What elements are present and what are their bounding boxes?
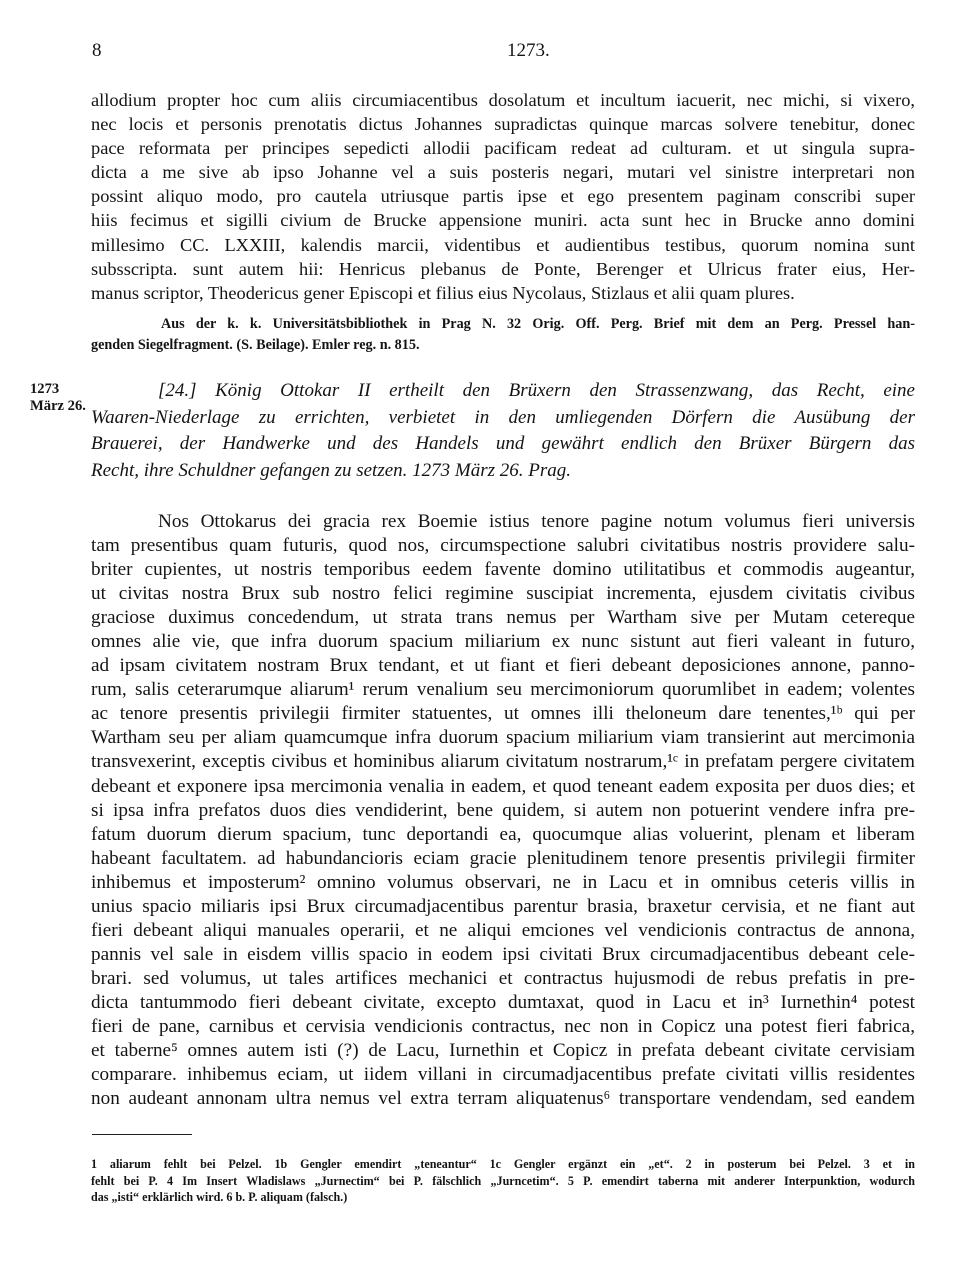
- source-note-line: Aus der k. k. Universitätsbibliothek in Prag N. 32 Orig. Off. Perg. Brief mit dem an Perg. Pressel han-: [161, 316, 915, 332]
- text-line: pace reformata per principes sepedicti allodii pacificam redeat ad culturam. et ut singula supra-: [91, 138, 915, 159]
- text-line: habeant facultatem. ad habundancioris eciam gracie plenitudinem tenore presentis privilegii firmiter: [91, 847, 915, 869]
- footnote-line: 1 aliarum fehlt bei Pelzel. 1b Gengler emendirt „teneantur“ 1c Gengler ergänzt ein „et“. 2 in posterum bei Pelzel. 3 et in: [91, 1157, 915, 1171]
- text-line: omnes alie vie, que infra duorum spacium miliarium ex nunc sistunt aut fieri valeant in futuro,: [91, 631, 915, 653]
- text-line: millesimo CC. LXXIII, kalendis marcii, videntibus et audientibus testibus, quorum nomina sunt: [91, 234, 915, 255]
- text-line: allodium propter hoc cum aliis circumiacentibus dosolatum et incultum iacuerit, nec michi, si vixero,: [91, 90, 915, 110]
- previous-document-text: [91, 88, 915, 305]
- text-line: ad ipsam civitatem nostram Brux tendant, et ut fiant et fieri debeant deposiciones annone, panno-: [91, 655, 915, 677]
- text-line: fieri de pane, carnibus et cervisia vendicionis contractus, nec non in Copicz una potest fieri fabrica,: [91, 1015, 915, 1037]
- text-line: subsscripta. sunt autem hii: Henricus plebanus de Ponte, Berenger et Ulricus frater eius, Her-: [91, 258, 915, 279]
- text-line: graciose duximus concedendum, ut strata trans nemus per Wartham sive per Mutam cetereque: [91, 607, 915, 629]
- text-line: manus scriptor, Theodericus gener Episcopi et filius eius Nycolaus, Stizlaus et alii quam plures.: [91, 282, 795, 303]
- text-line: fatum duorum dierum spacium, tunc deportandi ea, quocumque alias voluerint, plenam et liberam: [91, 823, 915, 845]
- source-note-line: genden Siegelfragment. (S. Beilage). Emler reg. n. 815.: [91, 337, 420, 353]
- text-line: pannis vel sale in eisdem villis spacio in eodem ipsi civitati Brux circumadjacentibus debeant cele-: [91, 943, 915, 965]
- regest-line: [24.] König Ottokar II ertheilt den Brüxern den Strassenzwang, das Recht, eine: [158, 380, 915, 401]
- footnotes: [91, 1156, 915, 1206]
- text-line: transvexerint, exceptis civibus et hominibus aliarum civitatum nostrarum,¹ᶜ in prefatam pergere civitatem: [91, 751, 915, 773]
- text-line: et taberne⁵ omnes autem isti (?) de Lacu, Iurnethin et Copicz in prefata debeant civitate cervisiam: [91, 1040, 915, 1062]
- footnote-line: fehlt bei P. 4 Im Insert Wladislaws „Jurnectim“ bei P. fälschlich „Jurncetim“. 5 P. emendirt taberna mit anderer Interpunktion, wodurch: [91, 1173, 915, 1188]
- text-line: nec locis et personis prenotatis dictus Johannes supradictas quinque marcas solvere tenebitur, donec: [91, 114, 915, 135]
- text-line: fieri debeant aliqui manuales operarii, et ne aliqui emciones vel vendicionis contractus de annona,: [91, 919, 915, 941]
- source-note: [91, 314, 915, 356]
- text-line: si ipsa infra prefatos duos dies vendiderint, bene quidem, si autem non potuerint vendere infra pre-: [91, 799, 915, 821]
- text-line: inhibemus et imposterum² omnino volumus observari, ne in Lacu et in omnibus ceteris villis in: [91, 871, 915, 893]
- footnote-line: das „isti“ erklärlich wird. 6 b. P. aliquam (falsch.): [91, 1190, 348, 1205]
- text-line: dicta tantummodo fieri debeant civitate, excepto dumtaxat, quod in Lacu et in³ Iurnethin⁴ potest: [91, 991, 915, 1013]
- text-line: Wartham seu per aliam quamcumque infra duorum spacium miliarium viam transierint aut mercimonia: [91, 727, 915, 749]
- regest-line: Recht, ihre Schuldner gefangen zu setzen. 1273 März 26. Prag.: [91, 459, 572, 481]
- margin-date-year: 1273: [30, 381, 60, 397]
- text-line: possint aliquo modo, pro cautela utriusque partis ipse et ego presentem paginam conscribi super: [91, 186, 915, 207]
- margin-date: [30, 381, 86, 415]
- text-line: Nos Ottokarus dei gracia rex Boemie istius tenore pagine notum volumus fieri universis: [158, 511, 915, 532]
- text-line: ac tenore presentis privilegii firmiter statuentes, ut omnes illi theloneum dare tenentes,¹ᵇ qui per: [91, 703, 915, 725]
- margin-date-day: März 26.: [30, 398, 86, 414]
- text-line: dicta a me sive ab ipso Johanne vel a suis posteris negari, mutari vel sinistre interpretari non: [91, 162, 915, 183]
- charter-text: [91, 510, 915, 1111]
- regest-line: Brauerei, der Handwerke und des Handels und gewährt endlich den Brüxer Bürgern das: [91, 433, 915, 455]
- footnote-rule: [92, 1134, 192, 1135]
- text-line: hiis fecimus et sigilli civium de Brucke appensione muniri. acta sunt hec in Brucke anno domini: [91, 210, 915, 231]
- text-line: rum, salis ceterarumque aliarum¹ rerum venalium seu mercimoniorum quorumlibet in eadem; volentes: [91, 679, 915, 701]
- page-number: 8: [92, 40, 102, 61]
- text-line: brari. sed volumus, ut tales artifices mechanici et contractus hujusmodi de rebus prefatis in pre-: [91, 967, 915, 989]
- text-line: non audeant annonam ultra nemus vel extra terram aliquatenus⁶ transportare vendendam, sed eandem: [91, 1088, 915, 1110]
- text-line: comparare. inhibemus eciam, ut iidem villani in circumadjacentibus prefate civitati villis residentes: [91, 1064, 915, 1086]
- text-line: tam presentibus quam futuris, quod nos, circumspectione salubri civitatibus nostris providere salu-: [91, 535, 915, 557]
- text-line: ut civitas nostra Brux sub nostro felici regimine suscipiat incrementa, ejusdem civitatis civibus: [91, 583, 915, 605]
- running-head-year: 1273.: [507, 40, 550, 61]
- text-line: unius spacio miliaris ipsi Brux circumadjacentibus parentur brasia, braxetur cervisia, et ne fiant aut: [91, 895, 915, 917]
- text-line: debeant et exponere ipsa mercimonia venalia in eadem, et quod teneant eadem exposita per duos dies; et: [91, 775, 915, 797]
- document-regest: [91, 378, 915, 484]
- text-line: briter cupientes, ut nostris temporibus eedem favente domino utilitatibus et commodis augeantur,: [91, 559, 915, 581]
- regest-line: Waaren-Niederlage zu errichten, verbietet in den umliegenden Dörfern die Ausübung der: [91, 406, 915, 428]
